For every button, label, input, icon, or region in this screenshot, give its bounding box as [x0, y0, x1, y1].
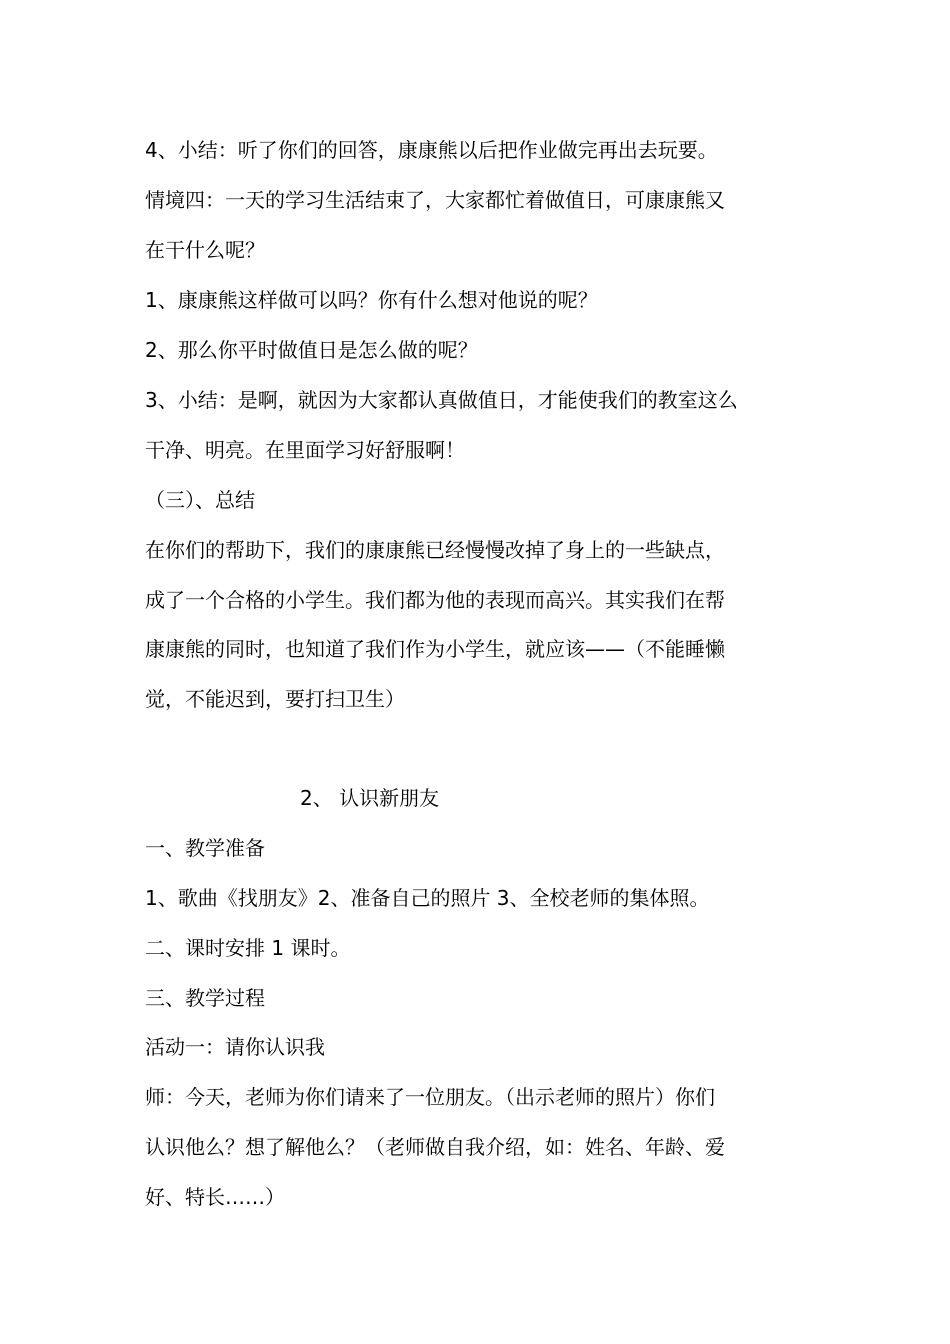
paragraph-line: 在你们的帮助下，我们的康康熊已经慢慢改掉了身上的一些缺点， — [145, 538, 725, 562]
paragraph-line: 康康熊的同时，也知道了我们作为小学生，就应该——（不能睡懒 — [145, 637, 725, 661]
paragraph-line: 觉，不能迟到，要打扫卫生） — [145, 687, 405, 711]
paragraph-line: 1、歌曲《找朋友》2、准备自己的照片 3、全校老师的集体照。 — [145, 886, 710, 910]
paragraph-line: 认识他么？想了解他么？（老师做自我介绍，如：姓名、年龄、爱 — [145, 1135, 725, 1159]
paragraph-line: 1、康康熊这样做可以吗？你有什么想对他说的呢？ — [145, 288, 598, 312]
paragraph-line: 师：今天，老师为你们请来了一位朋友。（出示老师的照片）你们 — [145, 1085, 715, 1109]
section-heading: 三、教学过程 — [145, 986, 265, 1010]
paragraph-line: 干净、明亮。在里面学习好舒服啊！ — [145, 438, 465, 462]
section-heading: 二、课时安排 1 课时。 — [145, 936, 351, 960]
paragraph-line: 情境四：一天的学习生活结束了，大家都忙着做值日，可康康熊又 — [145, 188, 725, 212]
paragraph-line: 3、小结：是啊，就因为大家都认真做值日，才能使我们的教室这么 — [145, 388, 738, 412]
lesson-title: 2、 认识新朋友 — [300, 786, 440, 810]
paragraph-line: 好、特长……） — [145, 1185, 285, 1209]
paragraph-line: 2、那么你平时做值日是怎么做的呢？ — [145, 338, 478, 362]
paragraph-line: 成了一个合格的小学生。我们都为他的表现而高兴。其实我们在帮 — [145, 588, 725, 612]
activity-heading: 活动一：请你认识我 — [145, 1035, 325, 1059]
paragraph-line: 在干什么呢？ — [145, 238, 265, 262]
paragraph-line: 4、小结：听了你们的回答，康康熊以后把作业做完再出去玩要。 — [145, 138, 718, 162]
section-heading: （三）、总结 — [145, 488, 255, 512]
section-heading: 一、教学准备 — [145, 836, 265, 860]
